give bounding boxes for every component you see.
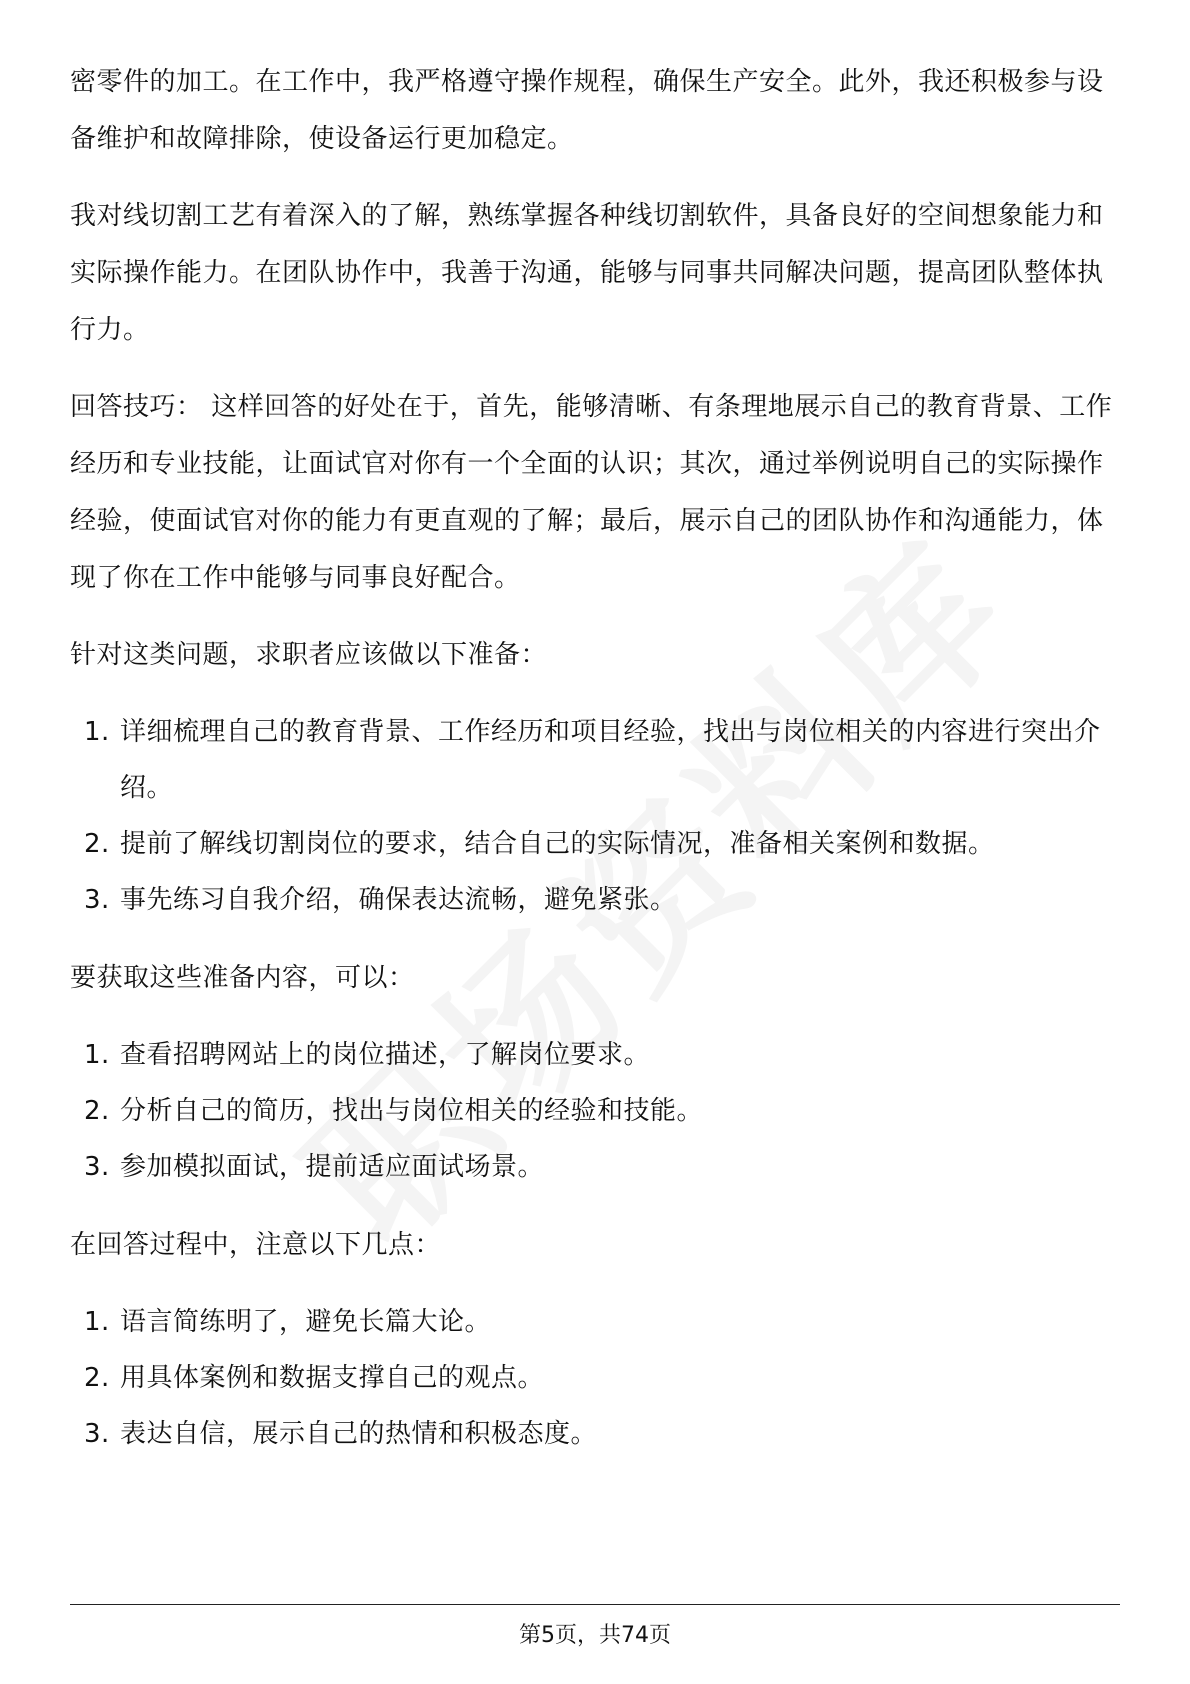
list-number: 3. (84, 885, 110, 915)
paragraph: 密零件的加工。在工作中，我严格遵守操作规程，确保生产安全。此外，我还积极参与设备维护和故障排除，使设备运行更加稳定。 (70, 67, 1104, 154)
footer-divider (70, 1604, 1120, 1605)
list-number: 3. (84, 1419, 110, 1449)
list-item (70, 872, 1120, 928)
preparation-list (70, 704, 1120, 928)
list-item (70, 1139, 1120, 1195)
list-number: 1. (84, 1307, 110, 1337)
answer-tips-paragraph: 回答技巧： 这样回答的好处在于，首先，能够清晰、有条理地展示自己的教育背景、工作经历和专业技能，让面试官对你有一个全面的认识；其次，通过举例说明自己的实际操作经验，使面试官对你的能力有更直观的了解；最后，展示自己的团队协作和沟通能力，体现了你在工作中能够与同事良好配合。 (70, 392, 1113, 593)
paragraph: 我对线切割工艺有着深入的了解，熟练掌握各种线切割软件，具备良好的空间想象能力和实际操作能力。在团队协作中，我善于沟通，能够与同事共同解决问题，提高团队整体执行力。 (70, 201, 1104, 345)
list-item (70, 1406, 1120, 1462)
list-text: 事先练习自我介绍，确保表达流畅，避免紧张。 (120, 885, 677, 915)
list-item (70, 816, 1120, 872)
notes-list (70, 1294, 1120, 1462)
list-number: 2. (84, 1363, 110, 1393)
list-text: 提前了解线切割岗位的要求，结合自己的实际情况，准备相关案例和数据。 (120, 829, 995, 859)
section-intro: 在回答过程中，注意以下几点： (70, 1230, 442, 1260)
document-body (70, 54, 1120, 1484)
list-text: 语言简练明了，避免长篇大论。 (120, 1307, 492, 1337)
list-item (70, 1294, 1120, 1350)
page-number: 第5页，共74页 (519, 1623, 671, 1648)
list-number: 2. (84, 829, 110, 859)
list-text: 表达自信，展示自己的热情和积极态度。 (120, 1419, 598, 1449)
section-intro: 要获取这些准备内容，可以： (70, 963, 415, 993)
list-item (70, 1083, 1120, 1139)
list-text: 详细梳理自己的教育背景、工作经历和项目经验，找出与岗位相关的内容进行突出介绍。 (120, 717, 1101, 803)
list-text: 查看招聘网站上的岗位描述，了解岗位要求。 (120, 1040, 651, 1070)
section-intro: 针对这类问题，求职者应该做以下准备： (70, 640, 548, 670)
list-number: 1. (84, 1040, 110, 1070)
list-number: 1. (84, 717, 110, 747)
list-text: 分析自己的简历，找出与岗位相关的经验和技能。 (120, 1096, 704, 1126)
list-text: 参加模拟面试，提前适应面试场景。 (120, 1152, 545, 1182)
list-text: 用具体案例和数据支撑自己的观点。 (120, 1363, 545, 1393)
sources-list (70, 1027, 1120, 1195)
list-item (70, 1027, 1120, 1083)
list-number: 2. (84, 1096, 110, 1126)
list-item (70, 1350, 1120, 1406)
list-number: 3. (84, 1152, 110, 1182)
list-item (70, 704, 1120, 816)
